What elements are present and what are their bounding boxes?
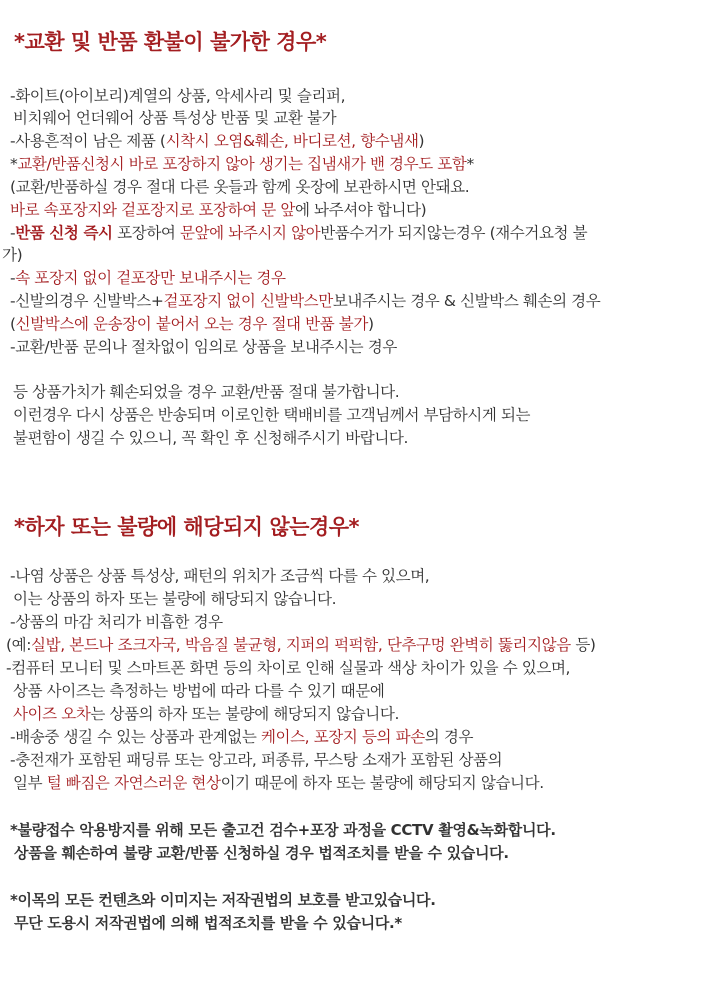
s2-line-9: -충전재가 포함된 패딩류 또는 앙고라, 퍼종류, 무스탕 소재가 포함된 상품의 <box>10 751 503 769</box>
s1-line-12: -교환/반품 문의나 절차없이 임의로 상품을 보내주시는 경우 <box>10 338 397 356</box>
s2-line-5: -컴퓨터 모니터 및 스마트폰 화면 등의 차이로 인해 실물과 색상 차이가 있을 수 있으며, <box>6 659 571 677</box>
s1-line-10: -신발의경우 신발박스+겉포장지 없이 신발박스만보내주시는 경우 & 신발박스 훼손의 경우 <box>10 292 601 310</box>
s1-line-14: 이런경우 다시 상품은 반송되며 이로인한 택배비를 고객님께서 부담하시게 되는 <box>13 406 531 424</box>
s1-line-7: -반품 신청 즉시 포장하여 문앞에 놔주시지 않아반품수거가 되지않는경우 (재수거요청 불 <box>10 224 588 242</box>
section2-title: *하자 또는 불량에 해당되지 않는경우* <box>14 515 359 539</box>
section1-title: *교환 및 반품 환불이 불가한 경우* <box>14 30 327 54</box>
cctv-note-line-2: 상품을 훼손하여 불량 교환/반품 신청하실 경우 법적조치를 받을 수 있습니다. <box>14 844 509 862</box>
s1-line-4: *교환/반품신청시 바로 포장하지 않아 생기는 집냄새가 밴 경우도 포함* <box>10 155 474 173</box>
s2-line-7: 사이즈 오차는 상품의 하자 또는 불량에 해당되지 않습니다. <box>13 705 399 723</box>
s2-line-4: (예:실밥, 본드나 조크자국, 박음질 불균형, 지퍼의 퍽퍽함, 단추구멍 완벽히 뚫리지않음 등) <box>6 636 596 654</box>
s2-line-6: 상품 사이즈는 측정하는 방법에 따라 다를 수 있기 때문에 <box>13 682 385 700</box>
s2-line-2: 이는 상품의 하자 또는 불량에 해당되지 않습니다. <box>13 590 337 608</box>
cctv-note-line-1: *불량접수 악용방지를 위해 모든 출고건 검수+포장 과정을 CCTV 촬영&녹화합니다. <box>10 821 556 839</box>
s1-line-1: -화이트(아이보리)계열의 상품, 악세사리 및 슬리퍼, <box>10 87 346 105</box>
s1-line-13: 등 상품가치가 훼손되었을 경우 교환/반품 절대 불가합니다. <box>13 383 400 401</box>
s1-line-6: 바로 속포장지와 겉포장지로 포장하여 문 앞에 놔주셔야 합니다) <box>10 201 427 219</box>
s2-line-8: -배송중 생길 수 있는 상품과 관계없는 케이스, 포장지 등의 파손의 경우 <box>10 728 474 746</box>
s2-line-1: -나염 상품은 상품 특성상, 패턴의 위치가 조금씩 다를 수 있으며, <box>10 567 430 585</box>
s1-line-5: (교환/반품하실 경우 절대 다른 옷들과 함께 옷장에 보관하시면 안돼요. <box>10 178 470 196</box>
copyright-note-line-1: *이목의 모든 컨텐츠와 이미지는 저작권법의 보호를 받고있습니다. <box>10 891 436 909</box>
copyright-note-line-2: 무단 도용시 저작권법에 의해 법적조치를 받을 수 있습니다.* <box>14 914 402 932</box>
s2-line-10: 일부 털 빠짐은 자연스러운 현상이기 때문에 하자 또는 불량에 해당되지 않습니다. <box>13 774 544 792</box>
s1-line-11: (신발박스에 운송장이 붙어서 오는 경우 절대 반품 불가) <box>10 315 374 333</box>
s1-line-3: -사용흔적이 남은 제품 (시착시 오염&훼손, 바디로션, 향수냄새) <box>10 132 425 150</box>
s1-line-8: 가) <box>2 246 23 264</box>
s1-line-9: -속 포장지 없이 겉포장만 보내주시는 경우 <box>10 269 286 287</box>
s1-line-15: 불편함이 생길 수 있으니, 꼭 확인 후 신청해주시기 바랍니다. <box>13 429 409 447</box>
s1-line-2: 비치웨어 언더웨어 상품 특성상 반품 및 교환 불가 <box>13 109 337 127</box>
s2-line-3: -상품의 마감 처리가 비흡한 경우 <box>10 613 223 631</box>
